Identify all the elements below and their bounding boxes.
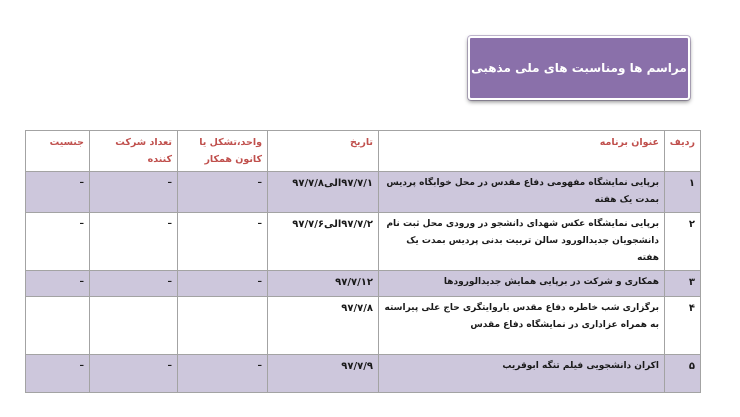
cell-onvan: برگزاری شب خاطره دفاع مقدس باروایتگری حاج علی پیراسته به همراه عزاداری در نمایشگاه دفاع مقدس — [379, 297, 665, 355]
cell-vahed — [178, 297, 268, 355]
cell-jensiat — [26, 297, 90, 355]
cell-jensiat: – — [26, 271, 90, 297]
cell-vahed: – — [178, 271, 268, 297]
cell-tedad: – — [90, 355, 178, 393]
header-vahed: واحد،تشکل یا کانون همکار — [178, 131, 268, 172]
cell-jensiat: – — [26, 213, 90, 271]
cell-radif: ۴ — [665, 297, 701, 355]
table-row — [26, 297, 701, 355]
cell-vahed: – — [178, 172, 268, 213]
cell-onvan: برپایی نمایشگاه عکس شهدای دانشجو در ورودی محل ثبت نام دانشجویان جدیدالورود سالن تربیت بدنی پردیس بمدت یک هفته — [379, 213, 665, 271]
cell-tedad: – — [90, 271, 178, 297]
table-header-row — [26, 131, 701, 172]
cell-vahed: – — [178, 213, 268, 271]
cell-tedad: – — [90, 213, 178, 271]
cell-tarikh: ۹۷/۷/۱۲ — [268, 271, 379, 297]
header-tarikh: تاریخ — [268, 131, 379, 172]
cell-tarikh: ۹۷/۷/۹ — [268, 355, 379, 393]
table-row — [26, 355, 701, 393]
cell-tedad — [90, 297, 178, 355]
header-onvan: عنوان برنامه — [379, 131, 665, 172]
cell-tedad: – — [90, 172, 178, 213]
table-row — [26, 271, 701, 297]
cell-tarikh: ۹۷/۷/۱الی۹۷/۷/۸ — [268, 172, 379, 213]
cell-radif: ۳ — [665, 271, 701, 297]
cell-radif: ۵ — [665, 355, 701, 393]
cell-tarikh: ۹۷/۷/۸ — [268, 297, 379, 355]
cell-onvan: همکاری و شرکت در برپایی همایش جدیدالورودها — [379, 271, 665, 297]
header-jensiat: جنسیت — [26, 131, 90, 172]
table-row — [26, 213, 701, 271]
cell-jensiat: – — [26, 355, 90, 393]
cell-radif: ۲ — [665, 213, 701, 271]
cell-radif: ۱ — [665, 172, 701, 213]
header-radif: ردیف — [665, 131, 701, 172]
header-tedad: تعداد شرکت کننده — [90, 131, 178, 172]
cell-jensiat: – — [26, 172, 90, 213]
cell-tarikh: ۹۷/۷/۲الی۹۷/۷/۶ — [268, 213, 379, 271]
program-table — [25, 130, 701, 393]
cell-onvan: برپایی نمایشگاه مفهومی دفاع مقدس در محل خوابگاه پردیس بمدت یک هفته — [379, 172, 665, 213]
page-title: مراسم ها ومناسبت های ملی مذهبی — [468, 36, 690, 100]
cell-onvan: اکران دانشجویی فیلم تنگه ابوقریب — [379, 355, 665, 393]
cell-vahed: – — [178, 355, 268, 393]
table-row — [26, 172, 701, 213]
